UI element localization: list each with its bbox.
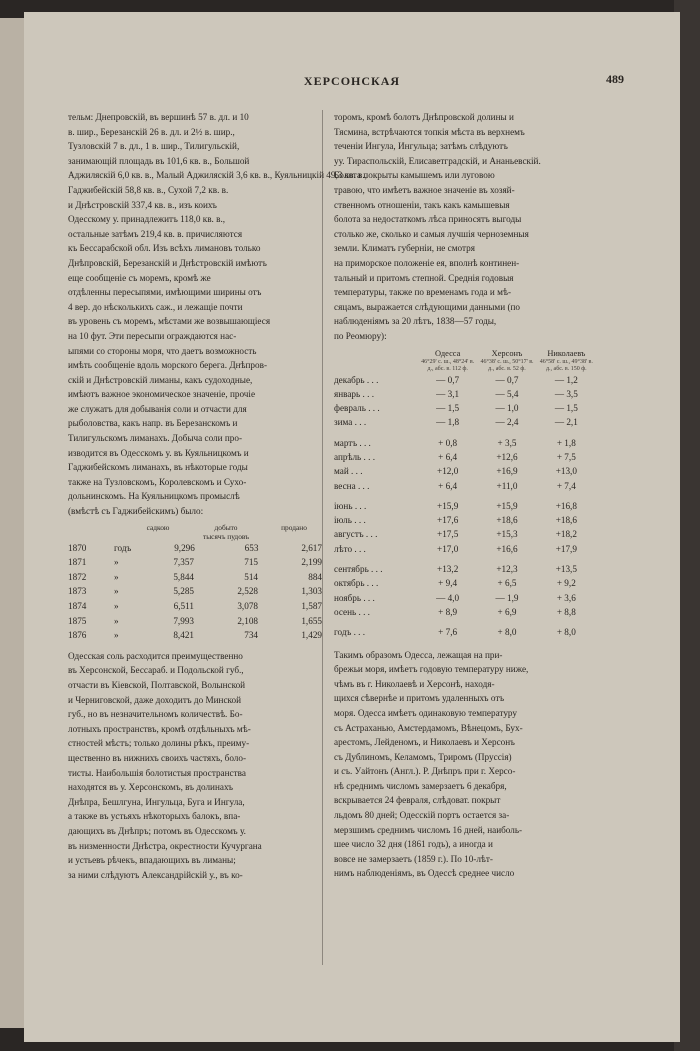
city-coord: 46°38' с. ш., 50°17' в. д., абс. в. 52 ф. xyxy=(480,358,534,372)
text-line: льдомъ 80 дней; Одесскій портъ остается за- xyxy=(334,810,510,821)
temperature-row xyxy=(334,499,596,513)
temperature-row xyxy=(334,562,596,576)
salt-row xyxy=(68,570,328,585)
text-line: и Черниговской, даже доходитъ до Минской xyxy=(68,694,242,705)
text-line: отдѣленны пересыпями, имѣющими ширины отъ xyxy=(68,287,262,298)
salt-row xyxy=(68,614,328,629)
page-number: 489 xyxy=(606,72,624,86)
salt-cell-v2: 514 xyxy=(244,571,258,582)
page xyxy=(24,12,680,1042)
salt-cell-v1: 5,285 xyxy=(173,586,194,597)
period-label: зима . . . xyxy=(334,417,367,428)
temperature-value: + 6,9 xyxy=(497,606,517,617)
running-head: ХЕРСОНСКАЯ xyxy=(303,74,401,88)
temperature-value: — 3,1 xyxy=(436,388,460,399)
text-line: также на Тузловскомъ, Королевскомъ и Сухо- xyxy=(68,476,247,487)
text-line: травою, что имѣетъ важное значеніе въ хозяй- xyxy=(334,184,515,195)
temperature-value: + 8,9 xyxy=(438,606,458,617)
salt-cell-year: 1873 xyxy=(68,586,87,597)
text-line: находятся въ у. Херсонскомъ, въ долинахъ xyxy=(68,782,233,793)
text-line: тисты. Наибольшія болотистыя пространства xyxy=(68,767,246,778)
temperature-value: +12,6 xyxy=(496,451,518,462)
salt-cell-unit: » xyxy=(114,615,119,626)
temperature-value: +16,6 xyxy=(496,543,518,554)
temperature-row xyxy=(334,401,596,415)
salt-cell-v2: 653 xyxy=(244,542,259,553)
temperature-row xyxy=(334,591,596,605)
temperature-row xyxy=(334,373,596,387)
text-line: Такимъ образомъ Одесса, лежащая на при- xyxy=(334,649,503,660)
city-odessa xyxy=(418,348,477,373)
right-paragraph-2 xyxy=(334,648,596,882)
temperature-row xyxy=(334,527,596,541)
temperature-row xyxy=(334,464,596,478)
period-label: весна . . . xyxy=(334,480,370,491)
text-line: дающихъ въ Днѣпръ; потомъ въ Одесскомъ у. xyxy=(68,825,246,836)
temperature-value: + 8,0 xyxy=(556,627,576,638)
salt-row xyxy=(68,599,328,614)
text-line: Болота покрыты камышемъ или луговою xyxy=(334,170,495,181)
temperature-value: + 9,2 xyxy=(556,578,576,589)
text-line: температуры, также по временамъ года и мѣ- xyxy=(334,287,512,298)
salt-units: тысячъ пудовъ xyxy=(202,531,250,541)
temperature-value: + 0,8 xyxy=(438,437,458,448)
temperature-value: +15,3 xyxy=(496,529,518,540)
temperature-value: +17,9 xyxy=(555,543,577,554)
city-coord: 46°58' с. ш., 49°38' в. д., абс. в. 150 ф. xyxy=(539,358,593,372)
text-line: чѣмъ въ г. Николаевѣ и Херсонѣ, находя- xyxy=(334,678,495,689)
text-line: стностей мѣстъ; только долины рѣкъ, преиму- xyxy=(68,738,250,749)
text-line: Днѣпровскій, Березанскій и Днѣстровскій имѣютъ xyxy=(68,257,267,268)
text-line: изводится въ Одесскомъ у. въ Куяльницкомъ и xyxy=(68,447,249,458)
period-label: февраль . . . xyxy=(334,403,380,414)
text-line: ыпями со стороны моря, что даетъ возможность xyxy=(68,345,257,356)
text-line: имѣютъ важное экономическое значеніе, прочіе xyxy=(68,389,256,400)
salt-row xyxy=(68,584,328,599)
text-line: отчасти въ Кіевской, Полтавской, Волынской xyxy=(68,679,246,690)
salt-cell-unit: годъ xyxy=(114,542,132,553)
temperature-value: +12,0 xyxy=(437,466,459,477)
text-line: на 10 фут. Эти пересыпи ограждаются нас- xyxy=(68,330,237,341)
city-kherson xyxy=(477,348,536,373)
text-line: 4 вер. до нѣсколькихъ саж., и лежащіе почти xyxy=(68,301,243,312)
text-line: вскрывается 24 февраля, слѣдоват. покрыт xyxy=(334,795,501,806)
salt-cell-unit: » xyxy=(114,571,119,582)
temperature-value: + 8,8 xyxy=(556,606,576,617)
city-nikolaev xyxy=(537,348,596,373)
temperature-row xyxy=(334,450,596,464)
salt-col-3: продано xyxy=(281,522,307,532)
period-label: іюль . . . xyxy=(334,515,366,526)
text-line: за ними слѣдуютъ Александрійскій у., въ ко- xyxy=(68,869,243,880)
temperature-value: — 1,2 xyxy=(554,374,578,385)
text-line: нимъ наблюденіямъ, въ Одессѣ среднее число xyxy=(334,868,515,879)
salt-cell-v2: 2,108 xyxy=(237,615,258,626)
salt-units-row xyxy=(68,532,328,541)
text-line: Одесская соль расходится преимущественно xyxy=(68,650,243,661)
period-label: ноябрь . . . xyxy=(334,592,375,603)
left-paragraph-2 xyxy=(68,649,328,883)
text-line: моря. Одесса имѣетъ одинаковую температуру xyxy=(334,707,517,718)
temperature-table-header xyxy=(334,348,596,373)
temperature-row xyxy=(334,415,596,429)
text-line: арестомъ, Лейденомъ, и Николаевъ и Херсонъ xyxy=(334,737,515,748)
temperature-value: + 7,6 xyxy=(438,627,458,638)
text-line: вовсе не замерзаетъ (1859 г.). По 10-лѣт- xyxy=(334,853,493,864)
period-label: октябрь . . . xyxy=(334,578,379,589)
salt-row xyxy=(68,541,328,556)
temperature-value: + 3,5 xyxy=(497,437,517,448)
salt-table-blank xyxy=(68,523,124,532)
temperature-value: +12,3 xyxy=(496,564,518,575)
salt-cell-v1: 7,357 xyxy=(173,557,194,568)
temperature-row xyxy=(334,513,596,527)
temperature-value: +17,6 xyxy=(437,515,459,526)
temperature-value: +17,5 xyxy=(437,529,459,540)
city-name: Одесса xyxy=(434,348,461,358)
text-line: теченіи Ингула, Ингульца; затѣмъ слѣдуютъ xyxy=(334,141,508,152)
salt-cell-v3: 884 xyxy=(308,571,322,582)
period-label: августъ . . . xyxy=(334,529,378,540)
temperature-value: + 1,8 xyxy=(556,437,576,448)
city-coord: 46°29' с. ш., 48°24' в. д., абс. в. 112 ф. xyxy=(421,358,475,372)
text-line: Одесскому у. принадлежитъ 118,0 кв. в., xyxy=(68,214,226,225)
temperature-value: — 5,4 xyxy=(495,388,519,399)
salt-cell-unit: » xyxy=(114,601,119,611)
text-line: мерзшимъ среднимъ числомъ 16 дней, наиболь- xyxy=(334,824,523,835)
text-line: Гаджибейскій 58,8 кв. в., Сухой 7,2 кв. в. xyxy=(68,184,229,195)
temperature-value: — 4,0 xyxy=(436,592,460,603)
text-line: остальные затѣмъ 219,4 кв. в. причисляются xyxy=(68,228,243,239)
salt-rows xyxy=(68,541,328,643)
text-line: земли. Климатъ губерніи, не смотря xyxy=(334,243,475,254)
text-line: же служатъ для добыванія соли и отчасти для xyxy=(68,403,247,414)
text-line: ственномъ отношеніи, такъ какъ камышевыя xyxy=(334,199,510,210)
text-line: въ Херсонской, Бессараб. и Подольской губ., xyxy=(68,665,244,676)
temperature-row xyxy=(334,605,596,619)
text-line: по Реомюру): xyxy=(334,330,387,341)
period-label: лѣто . . . xyxy=(334,543,366,554)
salt-cell-v1: 9,296 xyxy=(174,542,195,553)
text-line: и съ. Уайтонъ (Англ.). Р. Днѣпръ при г. Херсо- xyxy=(334,766,516,777)
temperature-value: — 1,5 xyxy=(436,403,460,414)
temperature-row xyxy=(334,625,596,639)
text-line: съ Дублиномъ, Келамомъ, Триромъ (Пруссія) xyxy=(334,751,512,762)
salt-cell-v3: 1,429 xyxy=(301,630,322,641)
temp-head-blank xyxy=(334,348,418,373)
temperature-value: — 1,5 xyxy=(554,403,578,414)
temperature-value: +18,6 xyxy=(496,515,518,526)
text-line: Гаджибейскомъ лиманахъ, въ нѣкоторые годы xyxy=(68,462,248,473)
temperature-row xyxy=(334,387,596,401)
temperature-row xyxy=(334,479,596,493)
period-label: апрѣль . . . xyxy=(334,451,376,462)
temperature-value: +16,8 xyxy=(555,500,577,511)
text-line: Днѣпра, Бешлгуна, Ингульца, Буга и Ингула, xyxy=(68,796,245,807)
text-line: Тузловскій 7 в. дл., 1 в. шир., Тилигульскій, xyxy=(68,141,240,152)
period-label: декабрь . . . xyxy=(334,374,379,385)
salt-cell-unit: » xyxy=(114,557,119,568)
salt-cell-year: 1872 xyxy=(68,571,87,582)
text-line: лотныхъ пространствъ, кромѣ отдѣльныхъ мѣ- xyxy=(68,723,251,734)
salt-row xyxy=(68,628,328,643)
salt-cell-v2: 3,078 xyxy=(237,601,258,611)
text-line: еще сообщеніе съ моремъ, кромѣ же xyxy=(68,272,211,283)
period-label: осень . . . xyxy=(334,606,370,617)
temperature-value: + 9,4 xyxy=(438,578,458,589)
salt-col-2: добыто xyxy=(214,522,238,532)
text-line: занимающій площадь въ 101,6 кв. в., Большой xyxy=(68,155,250,166)
temperature-value: +11,0 xyxy=(496,480,518,491)
text-line: (вмѣстѣ съ Гаджибейскимъ) было: xyxy=(68,506,204,517)
text-line: дольнинскомъ. На Куяльницкомъ промыслѣ xyxy=(68,491,240,502)
text-line: тальный и притомъ степной. Среднія годовыя xyxy=(334,272,514,283)
text-line: губ., но въ незначительномъ количествѣ. Бо- xyxy=(68,709,243,720)
salt-cell-unit: » xyxy=(114,586,119,597)
text-line: наблюденіямъ за 20 лѣтъ, 1838—57 годы, xyxy=(334,316,497,327)
temperature-value: — 0,7 xyxy=(436,374,460,385)
temperature-value: +13,5 xyxy=(555,564,577,575)
text-line: въ низменности Днѣстра, окрестности Кучургана xyxy=(68,840,262,851)
text-line: въ уровень съ моремъ, мѣстами же возвышающіеся xyxy=(68,316,271,327)
salt-cell-v3: 2,617 xyxy=(301,542,322,553)
text-line: уу. Тираспольскій, Елисаветградскій, и Ананьевскій. xyxy=(334,155,541,166)
text-line: шее число 32 дня (1861 годъ), а иногда и xyxy=(334,839,493,850)
salt-cell-v1: 5,844 xyxy=(173,571,194,582)
period-label: май . . . xyxy=(334,466,363,477)
salt-table-header xyxy=(68,523,328,532)
salt-cell-v3: 1,303 xyxy=(301,586,322,597)
temperature-value: +13,2 xyxy=(437,564,459,575)
temperature-value: +16,9 xyxy=(496,466,518,477)
temperature-value: + 7,5 xyxy=(556,451,576,462)
salt-cell-year: 1874 xyxy=(68,601,87,611)
text-line: имѣть сообщеніе вдоль морского берега. Днѣпров- xyxy=(68,360,268,371)
temperature-value: +18,6 xyxy=(555,515,577,526)
temperature-value: + 8,0 xyxy=(497,627,517,638)
text-line: на приморское положеніе ея, вполнѣ континен- xyxy=(334,257,520,268)
salt-units-blank xyxy=(68,532,124,541)
salt-cell-v1: 8,421 xyxy=(173,630,194,641)
salt-cell-year: 1875 xyxy=(68,615,87,626)
city-name: Николаевъ xyxy=(547,348,586,358)
text-line: в. шир., Березанскій 26 в. дл. и 2½ в. шир., xyxy=(68,126,235,137)
text-line: а также въ устьяхъ нѣкоторыхъ балокъ, впа- xyxy=(68,811,241,822)
temperature-value: +13,0 xyxy=(555,466,577,477)
period-label: мартъ . . . xyxy=(334,437,371,448)
salt-cell-v2: 2,528 xyxy=(237,586,258,597)
text-line: къ Бессарабской обл. Изъ всѣхъ лимановъ только xyxy=(68,243,261,254)
text-line: сяцамъ, выражается слѣдующими данными (по xyxy=(334,301,521,312)
salt-cell-year: 1876 xyxy=(68,630,87,641)
text-line: и устьевъ рѣчекъ, впадающихъ въ лиманы; xyxy=(68,855,236,866)
right-paragraph-1 xyxy=(334,110,596,344)
temperature-row xyxy=(334,542,596,556)
temperature-value: + 6,4 xyxy=(438,451,458,462)
salt-cell-v3: 1,587 xyxy=(301,601,322,611)
salt-col-1: садкою xyxy=(146,522,170,532)
salt-cell-year: 1870 xyxy=(68,542,87,553)
temperature-value: +18,2 xyxy=(555,529,577,540)
period-label: сентябрь . . . xyxy=(334,564,383,575)
text-line: съ Астраханью, Амстердамомъ, Вѣнецомъ, Бух- xyxy=(334,722,523,733)
right-column xyxy=(334,110,596,881)
temperature-value: +15,9 xyxy=(437,500,459,511)
salt-cell-v3: 2,199 xyxy=(301,557,322,568)
text-line: щественно въ нижнихъ своихъ частяхъ, боло- xyxy=(68,752,247,763)
temperature-value: + 6,5 xyxy=(497,578,517,589)
salt-cell-v2: 734 xyxy=(244,630,258,641)
text-line: болота за недостаткомъ лѣса приносятъ выгоды xyxy=(334,214,522,225)
text-line: тельм: Днепровскій, въ вершинѣ 57 в. дл. и 10 xyxy=(68,112,249,122)
salt-cell-v3: 1,655 xyxy=(301,615,322,626)
period-label: январь . . . xyxy=(334,388,375,399)
period-label: годъ . . . xyxy=(334,627,366,638)
salt-table xyxy=(68,523,328,643)
temperature-value: + 6,4 xyxy=(438,480,458,491)
salt-cell-v2: 715 xyxy=(244,557,258,568)
temperature-row xyxy=(334,436,596,450)
temperature-value: — 1,8 xyxy=(436,417,460,428)
city-name: Херсонъ xyxy=(491,348,523,358)
text-line: брежьи моря, имѣетъ годовую температуру ниже, xyxy=(334,664,529,675)
temperature-value: — 1,0 xyxy=(495,403,519,414)
temperature-table xyxy=(334,373,596,640)
temperature-value: — 0,7 xyxy=(495,374,519,385)
temperature-value: +17,0 xyxy=(437,543,459,554)
temperature-value: — 1,9 xyxy=(495,592,519,603)
text-line: щихся сѣвернѣе и притомъ удаленныхъ отъ xyxy=(334,693,505,704)
text-line: Аджиляскій 6,0 кв. в., Малый Аджиляскій 3,6 кв. в., Куяльницкій 49,3 кв. в., xyxy=(68,170,367,181)
text-line: нѣ среднимъ числомъ замерзаетъ 6 декабря, xyxy=(334,780,507,791)
text-line: Тилигульскомъ лиманахъ. Добыча соли про- xyxy=(68,433,243,444)
temperature-value: +15,9 xyxy=(496,500,518,511)
text-line: Тясмина, встрѣчаются топкія мѣста въ верхнемъ xyxy=(334,126,525,137)
temperature-value: + 3,6 xyxy=(556,592,576,603)
temperature-value: + 7,4 xyxy=(556,480,576,491)
salt-cell-unit: » xyxy=(114,630,119,641)
temperature-value: — 3,5 xyxy=(554,388,578,399)
salt-cell-v1: 6,511 xyxy=(173,601,194,611)
temperature-value: — 2,4 xyxy=(495,417,519,428)
text-line: торомъ, кромѣ болотъ Днѣпровской долины и xyxy=(334,112,514,122)
salt-cell-v1: 7,993 xyxy=(173,615,194,626)
period-label: іюнь . . . xyxy=(334,500,367,511)
salt-row xyxy=(68,555,328,570)
text-line: столько же, сколько и самыя лучшія черноземныя xyxy=(334,228,529,239)
text-line: рыболовства, какъ напр. въ Березанскомъ и xyxy=(68,418,238,429)
text-line: и Днѣстровскій 337,4 кв. в., изъ коихъ xyxy=(68,199,217,210)
text-line: скій и Днѣстровскій лиманы, какъ судоходные, xyxy=(68,374,253,385)
temperature-row xyxy=(334,576,596,590)
salt-cell-year: 1871 xyxy=(68,557,87,568)
temperature-value: — 2,1 xyxy=(554,417,578,428)
